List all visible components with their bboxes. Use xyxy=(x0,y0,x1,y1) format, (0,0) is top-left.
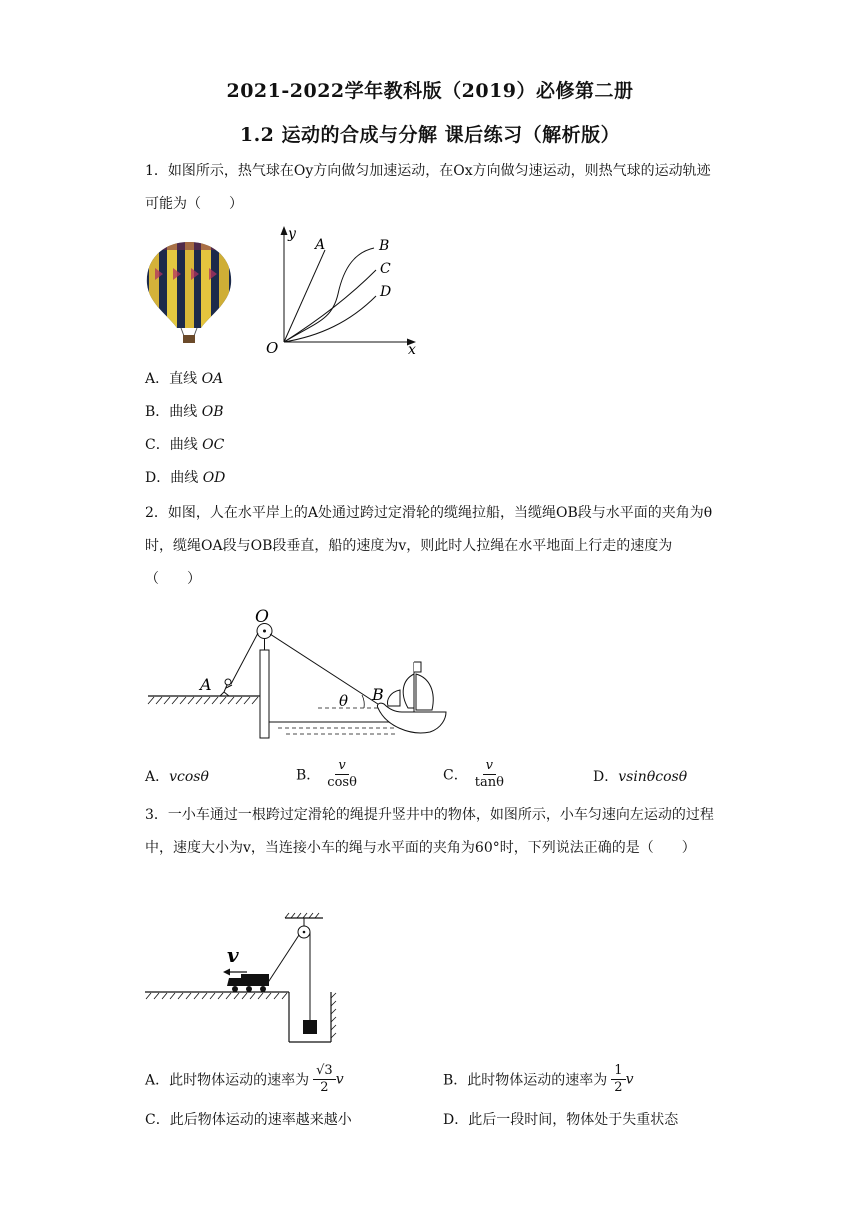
curve-label-c: C xyxy=(380,261,391,277)
curve-label-d: D xyxy=(380,284,392,300)
fraction: $\frac{v}{\tan\theta}$ xyxy=(474,758,504,790)
q3-option-d[interactable]: D．此后一段时间，物体处于失重状态 xyxy=(443,1112,679,1128)
point-label-b: B xyxy=(372,685,384,704)
curve-label-b: B xyxy=(379,238,390,254)
doc-title: 2021-2022学年教科版（2019）必修第二册 xyxy=(226,80,634,102)
q3-option-b[interactable]: B．此时物体运动的速率为 $\frac{1}{2}$ v xyxy=(443,1063,634,1095)
cart-pulley-well-figure xyxy=(143,912,343,1044)
hot-air-balloon-image xyxy=(143,238,235,344)
x-axis-label: x xyxy=(408,342,416,358)
q1-option-a[interactable]: A．直线 OA xyxy=(145,371,224,387)
q2-option-a[interactable]: A．vcosθ xyxy=(145,769,209,785)
q1-option-d[interactable]: D．曲线 OD xyxy=(145,470,226,486)
q2-option-b[interactable]: B． $\frac{v}{\cos\theta}$ xyxy=(296,758,360,791)
boat-pulley-figure xyxy=(146,600,476,748)
point-label-a: A xyxy=(200,675,212,694)
fraction: $\frac{v}{\cos\theta}$ xyxy=(327,758,357,790)
fraction: $\frac{1}{2}$ xyxy=(611,1063,625,1096)
fraction: $\frac{√3}{2}$ xyxy=(313,1063,336,1096)
q2-option-c[interactable]: C． $\frac{v}{\tan\theta}$ xyxy=(443,758,507,791)
q3-option-a[interactable]: A．此时物体运动的速率为 $\frac{√3}{2}$ v xyxy=(145,1063,344,1095)
velocity-label-v: v xyxy=(227,943,239,967)
pulley-label-o: O xyxy=(255,607,269,627)
q2-option-d[interactable]: D．vsinθcosθ xyxy=(593,769,688,785)
curve-label-a: A xyxy=(315,237,326,253)
trajectory-graph xyxy=(262,222,422,358)
question-1-text: 1．如图所示，热气球在Oy方向做匀加速运动，在Ox方向做匀速运动，则热气球的运动轨迹可能为（ ） xyxy=(145,163,711,212)
question-2-text: 2．如图，人在水平岸上的A处通过跨过定滑轮的缆绳拉船，当缆绳OB段与水平面的夹角为θ时，缆绳OA段与OB段垂直，船的速度为v，则此时人拉绳在水平地面上行走的速度为（ ） xyxy=(145,505,713,587)
q1-option-b[interactable]: B．曲线 OB xyxy=(145,404,224,420)
q3-option-c[interactable]: C．此后物体运动的速率越来越小 xyxy=(145,1112,352,1128)
y-axis-label: y xyxy=(288,226,296,242)
doc-subtitle: 1.2 运动的合成与分解 课后练习（解析版） xyxy=(239,124,621,146)
q1-option-c[interactable]: C．曲线 OC xyxy=(145,437,225,453)
question-3-text: 3．一小车通过一根跨过定滑轮的绳提升竖井中的物体，如图所示，小车匀速向左运动的过程中，速度大小为v，当连接小车的绳与水平面的夹角为60°时，下列说法正确的是（ ） xyxy=(145,807,714,856)
origin-label: O xyxy=(266,339,279,357)
angle-label-theta: θ xyxy=(339,692,349,710)
